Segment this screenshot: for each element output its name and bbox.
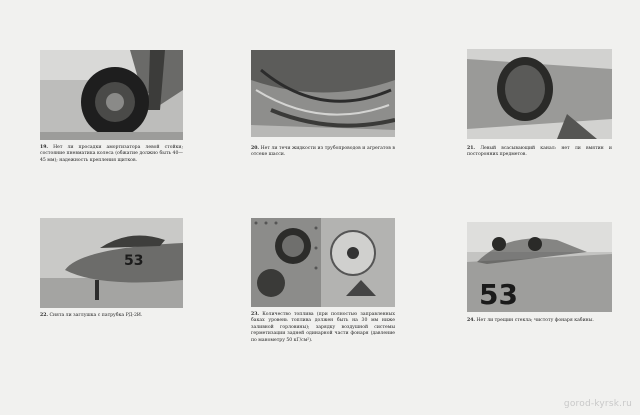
caption-22: 22. Снята ли заглушка с патрубка РД-2И. <box>40 313 143 318</box>
caption-23: 23. Количество топлива (при полностью заправленных баках уровень топлива должен быть на 30 мм ниже заливной горловины); зарядку воздушной системы герметизации задней одинарной части фонаря (давление по манометру 50 кГ/см²). <box>251 312 395 343</box>
landing-gear-wheel-photo <box>40 50 183 140</box>
caption-19: 19. Нет ли просадки амортизатора левой стойки; состояние пневматика колеса (обжатие должно быть 40—45 мм); надежность крепления щитков. <box>40 145 183 163</box>
caption-21: 21. Левый всасывающий канал: нет ли вмятин и посторонних предметов. <box>467 146 612 158</box>
aircraft-nose-photo <box>40 218 183 308</box>
fuel-filler-and-gauge-photo <box>251 218 395 307</box>
aircraft-number-label: 53 <box>124 253 144 269</box>
gear-bay-pipelines-photo <box>251 50 395 137</box>
caption-20: 20. Нет ли течи жидкости из трубопроводов и агрегатов в отсеке шасси. <box>251 146 395 158</box>
aircraft-number-large: 53 <box>479 278 518 311</box>
air-intake-channel-photo <box>467 49 612 139</box>
watermark: gorod-kyrsk.ru <box>563 399 632 409</box>
cockpit-canopy-photo <box>467 222 612 312</box>
caption-24: 24. Нет ли трещин стекла; чистоту фонаря кабины. <box>467 318 594 323</box>
